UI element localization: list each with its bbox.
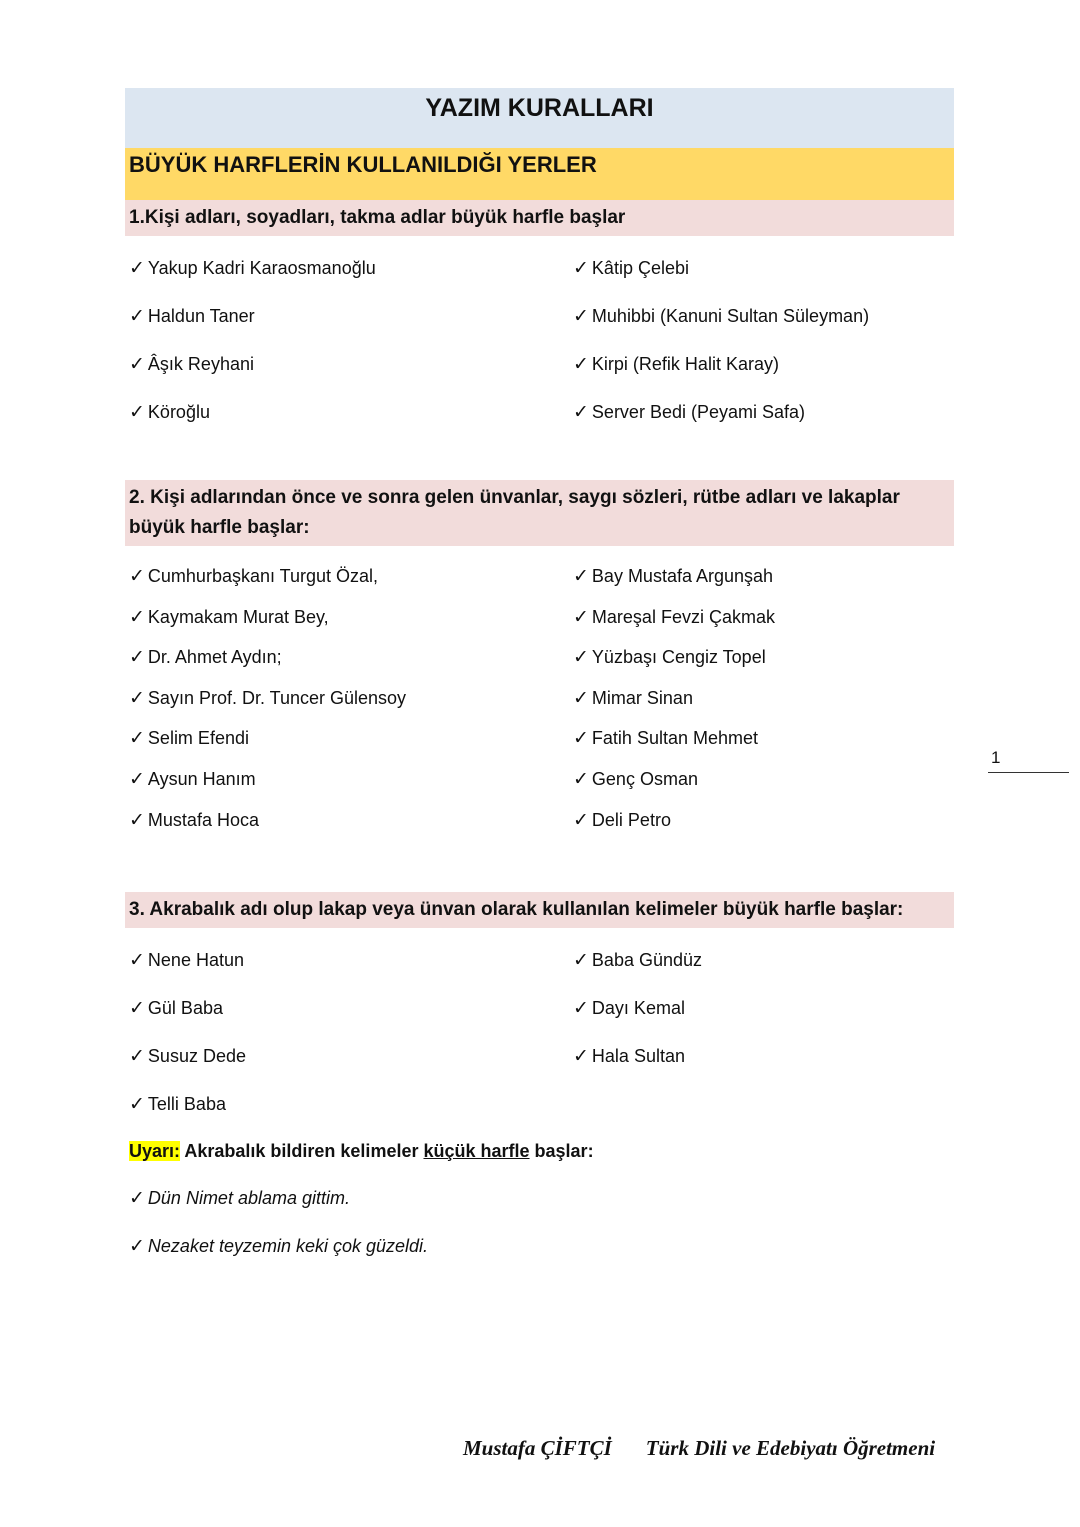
footer-author: Mustafa ÇİFTÇİ — [463, 1436, 612, 1460]
check-icon: ✓ — [129, 353, 145, 375]
list-item: ✓ Muhibbi (Kanuni Sultan Süleyman) — [573, 305, 870, 327]
check-icon: ✓ — [573, 257, 589, 279]
list-item-empty — [569, 1080, 954, 1128]
check-icon: ✓ — [573, 997, 589, 1020]
check-icon: ✓ — [573, 305, 589, 327]
check-icon: ✓ — [129, 997, 145, 1020]
check-icon: ✓ — [573, 727, 589, 750]
list-item: ✓ Sayın Prof. Dr. Tuncer Gülensoy — [129, 686, 407, 709]
warning-text-after: başlar: — [529, 1141, 594, 1162]
warning-example: ✓ Nezaket teyzemin keki çok güzeldi. — [129, 1235, 429, 1258]
check-icon: ✓ — [573, 767, 589, 790]
warning-label: Uyarı: — [129, 1141, 181, 1162]
check-icon: ✓ — [129, 1045, 145, 1068]
check-icon: ✓ — [573, 808, 589, 831]
rule-1-heading: 1.Kişi adları, soyadları, takma adlar büyük harfle başlar — [125, 200, 954, 236]
warning-example: ✓ Dün Nimet ablama gittim. — [129, 1187, 350, 1210]
warning-note — [125, 1128, 954, 1174]
list-item: ✓ Dayı Kemal — [573, 997, 685, 1020]
list-item: ✓ Genç Osman — [573, 767, 698, 790]
list-item: ✓ Mareşal Fevzi Çakmak — [573, 605, 775, 628]
list-item: ✓ Mustafa Hoca — [129, 808, 259, 831]
section-heading: BÜYÜK HARFLERİN KULLANILDIĞI YERLER — [125, 148, 954, 200]
list-item: ✓ Âşık Reyhani — [129, 353, 254, 375]
page-number: 1 — [988, 748, 1069, 773]
list-item: ✓ Susuz Dede — [129, 1045, 246, 1068]
rule-3-heading: 3. Akrabalık adı olup lakap veya ünvan olarak kullanılan kelimeler büyük harfle başlar: — [125, 892, 954, 928]
list-item: ✓ Aysun Hanım — [129, 767, 256, 790]
list-item: ✓ Baba Gündüz — [573, 949, 703, 972]
list-item: ✓ Fatih Sultan Mehmet — [573, 727, 758, 750]
list-item: ✓ Mimar Sinan — [573, 686, 693, 709]
check-icon: ✓ — [129, 565, 145, 587]
check-icon: ✓ — [573, 401, 589, 423]
list-item: ✓ Hala Sultan — [573, 1045, 685, 1068]
rule-3-examples — [125, 936, 954, 1128]
rule-1-examples — [125, 244, 954, 436]
list-item: ✓ Köroğlu — [129, 401, 210, 423]
check-icon: ✓ — [129, 257, 145, 279]
check-icon: ✓ — [129, 305, 145, 327]
check-icon: ✓ — [129, 401, 145, 423]
check-icon: ✓ — [129, 1187, 145, 1210]
check-icon: ✓ — [129, 1093, 145, 1116]
check-icon: ✓ — [129, 808, 145, 831]
list-item: ✓ Selim Efendi — [129, 727, 249, 750]
list-item: ✓ Gül Baba — [129, 997, 223, 1020]
list-item: ✓ Cumhurbaşkanı Turgut Özal, — [129, 565, 379, 587]
check-icon: ✓ — [573, 646, 589, 669]
list-item: ✓ Deli Petro — [573, 808, 671, 831]
check-icon: ✓ — [129, 727, 145, 750]
warning-underlined: küçük harfle — [423, 1141, 530, 1162]
check-icon: ✓ — [129, 949, 145, 972]
list-item: ✓ Nene Hatun — [129, 949, 244, 972]
list-item: ✓ Server Bedi (Peyami Safa) — [573, 401, 806, 423]
check-icon: ✓ — [573, 353, 589, 375]
check-icon: ✓ — [573, 605, 589, 628]
check-icon: ✓ — [129, 686, 145, 709]
check-icon: ✓ — [129, 767, 145, 790]
list-item: ✓ Kirpi (Refik Halit Karay) — [573, 353, 779, 375]
footer — [463, 1436, 935, 1461]
list-item: ✓ Yüzbaşı Cengiz Topel — [573, 646, 766, 669]
check-icon: ✓ — [573, 949, 589, 972]
rule-2-heading: 2. Kişi adlarından önce ve sonra gelen ünvanlar, saygı sözleri, rütbe adları ve lakaplar büyük harfle başlar: — [125, 480, 954, 546]
rule-2-examples — [125, 556, 954, 840]
document-title: YAZIM KURALLARI — [125, 88, 954, 148]
list-item: ✓ Dr. Ahmet Aydın; — [129, 646, 282, 669]
warning-text-before: Akrabalık bildiren kelimeler — [180, 1141, 424, 1162]
check-icon: ✓ — [129, 1235, 145, 1258]
check-icon: ✓ — [129, 605, 145, 628]
check-icon: ✓ — [573, 565, 589, 587]
check-icon: ✓ — [573, 686, 589, 709]
list-item: ✓ Kaymakam Murat Bey, — [129, 605, 329, 628]
list-item: ✓ Telli Baba — [129, 1093, 226, 1116]
document-page — [125, 88, 954, 1270]
list-item: ✓ Bay Mustafa Argunşah — [573, 565, 774, 587]
list-item: ✓ Yakup Kadri Karaosmanoğlu — [129, 257, 376, 279]
list-item: ✓ Kâtip Çelebi — [573, 257, 689, 279]
check-icon: ✓ — [129, 646, 145, 669]
footer-role: Türk Dili ve Edebiyatı Öğretmeni — [645, 1436, 936, 1460]
check-icon: ✓ — [573, 1045, 589, 1068]
list-item: ✓ Haldun Taner — [129, 305, 255, 327]
